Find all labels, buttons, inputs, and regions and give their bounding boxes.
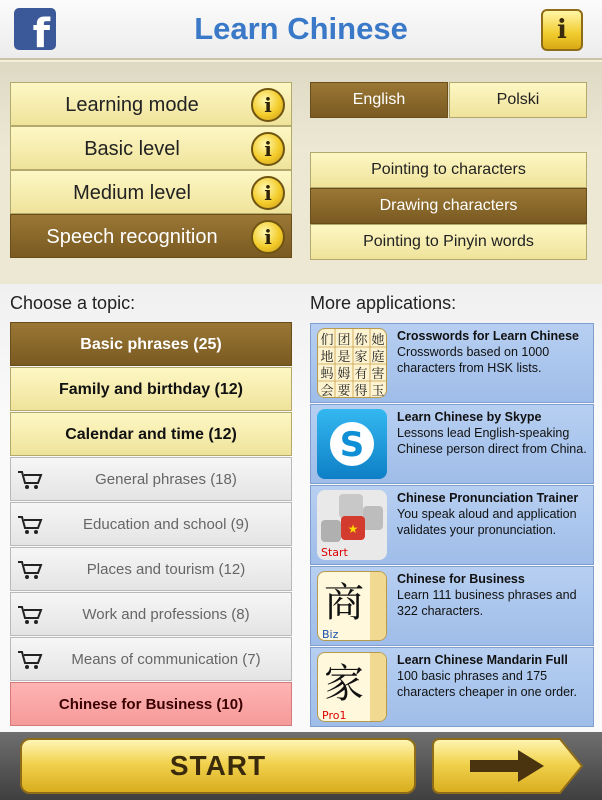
mode-label: Basic level xyxy=(84,138,180,160)
mode-speech-recognition[interactable] xyxy=(10,214,292,258)
app-description: You speak aloud and application validates your pronunciation. xyxy=(397,507,577,537)
topic-label: Calendar and time (12) xyxy=(65,426,237,443)
info-icon[interactable]: i xyxy=(251,132,285,166)
family-character-icon xyxy=(317,652,387,722)
topic-label: Places and tourism (12) xyxy=(86,561,246,578)
info-icon[interactable]: i xyxy=(251,88,285,122)
topic-work-professions[interactable] xyxy=(10,592,292,636)
app-title: Chinese for Business xyxy=(397,572,525,586)
svg-text:S: S xyxy=(339,425,365,465)
app-title: Learn Chinese by Skype xyxy=(397,410,542,424)
page-title: Learn Chinese xyxy=(194,11,408,46)
app-pronunciation-trainer[interactable] xyxy=(310,485,594,565)
exercise-pointing-characters[interactable]: Pointing to characters xyxy=(310,152,587,188)
app-badge: Pro1 xyxy=(322,709,347,722)
business-character-icon xyxy=(317,571,387,641)
start-button[interactable]: START xyxy=(20,738,416,794)
crossword-icon xyxy=(317,328,387,398)
shopping-cart-icon xyxy=(17,604,43,626)
topic-chinese-business[interactable] xyxy=(10,682,292,726)
mode-label: Learning mode xyxy=(65,94,199,116)
app-text xyxy=(397,409,589,457)
app-title: Learn Chinese Mandarin Full xyxy=(397,653,568,667)
crossword-char: 得 xyxy=(354,384,368,398)
crossword-char: 蚂 xyxy=(320,367,334,382)
app-text xyxy=(397,652,589,700)
info-icon[interactable]: i xyxy=(251,220,285,254)
app-text xyxy=(397,571,589,619)
topic-education-school[interactable] xyxy=(10,502,292,546)
crossword-char: 要 xyxy=(337,384,351,398)
svg-text:★: ★ xyxy=(347,522,359,536)
topic-label: Family and birthday (12) xyxy=(58,381,244,398)
mode-label: Medium level xyxy=(73,182,191,204)
mode-label: Speech recognition xyxy=(46,226,218,248)
app-glyph: 商 xyxy=(324,580,364,626)
crossword-char: 有 xyxy=(354,367,368,382)
topic-means-communication[interactable] xyxy=(10,637,292,681)
mode-medium-level[interactable] xyxy=(10,170,292,214)
topic-label: Basic phrases (25) xyxy=(80,336,222,353)
app-title: Chinese Pronunciation Trainer xyxy=(397,491,579,505)
shopping-cart-icon xyxy=(17,514,43,536)
skype-icon xyxy=(317,409,387,479)
topic-label: General phrases (18) xyxy=(95,471,237,488)
crossword-char: 团 xyxy=(337,333,351,348)
puzzle-icon xyxy=(317,490,387,560)
crossword-char: 庭 xyxy=(371,350,385,365)
app-description: Lessons lead English-speaking Chinese person direct from China. xyxy=(397,426,587,456)
facebook-icon[interactable]: f xyxy=(14,8,56,50)
topic-basic-phrases[interactable] xyxy=(10,322,292,366)
crossword-char: 你 xyxy=(354,333,368,348)
apps-heading: More applications: xyxy=(310,293,457,313)
crossword-char: 玉 xyxy=(371,384,385,398)
mode-learning[interactable] xyxy=(10,82,292,126)
app-skype[interactable] xyxy=(310,404,594,484)
exercise-drawing-characters[interactable]: Drawing characters xyxy=(310,188,587,224)
app-description: 100 basic phrases and 175 characters cheaper in one order. xyxy=(397,669,577,699)
info-icon[interactable]: i xyxy=(251,176,285,210)
app-description: Learn 111 business phrases and 322 characters. xyxy=(397,588,577,618)
app-badge: Biz xyxy=(322,628,339,641)
app-text xyxy=(397,490,589,538)
topic-calendar-time[interactable] xyxy=(10,412,292,456)
topic-places-tourism[interactable] xyxy=(10,547,292,591)
crossword-char: 家 xyxy=(354,350,368,365)
next-button[interactable] xyxy=(432,738,584,794)
shopping-cart-icon xyxy=(17,469,43,491)
topic-family-birthday[interactable] xyxy=(10,367,292,411)
topic-label: Education and school (9) xyxy=(83,516,249,533)
crossword-char: 她 xyxy=(371,333,385,348)
app-header xyxy=(0,0,602,60)
exercise-pointing-pinyin[interactable]: Pointing to Pinyin words xyxy=(310,224,587,260)
shopping-cart-icon xyxy=(17,649,43,671)
app-glyph: 家 xyxy=(324,661,364,707)
crossword-char: 害 xyxy=(371,367,385,382)
app-crosswords[interactable] xyxy=(310,323,594,403)
shopping-cart-icon xyxy=(17,559,43,581)
topic-label: Chinese for Business (10) xyxy=(58,696,244,713)
crossword-char: 会 xyxy=(320,384,334,398)
topic-label: Work and professions (8) xyxy=(82,606,250,623)
info-button[interactable]: i xyxy=(541,9,583,51)
app-text xyxy=(397,328,589,376)
topic-label: Means of communication (7) xyxy=(71,651,261,668)
crossword-char: 姆 xyxy=(337,367,351,382)
language-polski[interactable]: Polski xyxy=(449,82,587,118)
topic-general-phrases[interactable] xyxy=(10,457,292,501)
app-badge: Start xyxy=(321,546,348,559)
arrow-right-icon xyxy=(432,738,584,794)
crossword-char: 们 xyxy=(320,333,334,348)
mode-basic-level[interactable] xyxy=(10,126,292,170)
crossword-char: 是 xyxy=(337,350,351,365)
language-english[interactable]: English xyxy=(310,82,448,118)
app-mandarin-full[interactable] xyxy=(310,647,594,727)
topics-heading: Choose a topic: xyxy=(10,293,136,313)
app-description: Crosswords based on 1000 characters from HSK lists. xyxy=(397,345,550,375)
app-title: Crosswords for Learn Chinese xyxy=(397,329,579,343)
crossword-char: 地 xyxy=(320,350,334,365)
app-chinese-for-business[interactable] xyxy=(310,566,594,646)
